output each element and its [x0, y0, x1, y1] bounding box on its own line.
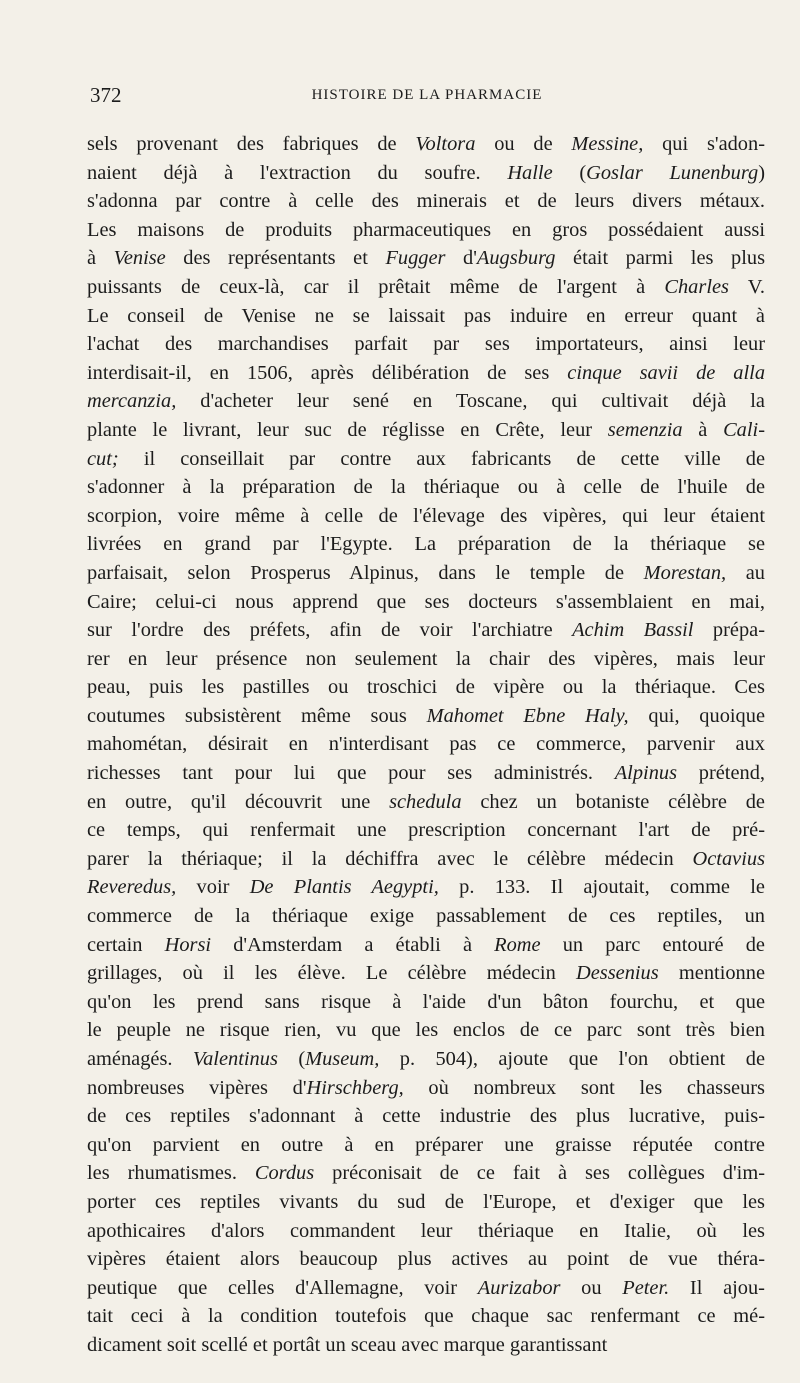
text-line [87, 1245, 765, 1274]
page-header [90, 83, 764, 111]
text-line [87, 1302, 765, 1331]
text-line [87, 216, 765, 245]
italic-text: Venise [113, 247, 166, 270]
text-line [87, 902, 765, 931]
italic-text: Charles [664, 275, 729, 298]
page-number: 372 [90, 83, 122, 107]
text-line [87, 931, 765, 960]
text-segment: à [87, 247, 114, 270]
text-line [87, 1217, 765, 1246]
text-segment: voir [176, 876, 250, 899]
text-segment: plante le livrant, leur suc de réglisse en Crête, leur [87, 418, 608, 441]
text-segment: était parmi les plus [555, 247, 765, 270]
text-segment: ( [277, 1048, 306, 1070]
text-line [87, 645, 765, 674]
italic-text: Rome [494, 933, 541, 956]
italic-text: Goslar Lunenburg [586, 161, 759, 184]
text-line [87, 244, 765, 273]
text-segment: un parc entouré de [540, 933, 765, 956]
text-segment: préconisait de ce fait à ses collègues d'im- [314, 1162, 765, 1185]
text-line [87, 588, 765, 617]
italic-text: Cordus [254, 1162, 315, 1185]
text-segment: naient déjà à l'extraction du soufre. [87, 161, 508, 184]
text-segment: peutique que celles d'Allemagne, voir [87, 1276, 478, 1299]
text-segment: ou de [475, 133, 572, 155]
text-segment: dicament soit scellé et portât un sceau avec marque garantissant [87, 1333, 608, 1356]
text-segment: commerce de la thériaque exige passablement de ces reptiles, un [87, 905, 765, 928]
text-segment: certain [87, 933, 165, 956]
text-line [87, 273, 765, 302]
text-line [87, 559, 765, 588]
text-line [87, 988, 765, 1017]
text-segment: livrées en grand par l'Egypte. La préparation de la thériaque se [87, 533, 765, 556]
text-segment: parfaisait, selon Prosperus Alpinus, dans le temple de [87, 561, 644, 584]
text-line [87, 788, 765, 817]
text-line [87, 759, 765, 788]
text-line [87, 387, 765, 416]
text-line [87, 816, 765, 845]
text-segment: qui s'adon- [643, 133, 765, 155]
italic-text: Alpinus [614, 762, 678, 785]
text-line [87, 873, 765, 902]
text-segment: puissants de ceux-là, car il prêtait même de l'argent à [87, 275, 665, 298]
italic-text: schedula [389, 790, 462, 813]
text-segment: vipères étaient alors beaucoup plus actives au point de vue théra- [87, 1248, 765, 1271]
italic-text: Hirschberg, [306, 1076, 404, 1099]
text-line [87, 359, 765, 388]
text-segment: où nombreux sont les chasseurs [403, 1076, 765, 1099]
text-segment: ou [560, 1276, 623, 1299]
text-line [87, 130, 765, 159]
text-segment: d'acheter leur sené en Toscane, qui cultivait déjà la [176, 390, 765, 413]
text-segment: grillages, où il les élève. Le célèbre médecin [87, 962, 576, 985]
body-text [87, 130, 765, 1360]
italic-text: Aurizabor [477, 1276, 561, 1299]
text-segment: rer en leur présence non seulement la chair des vipères, mais leur [87, 647, 765, 670]
italic-text: Mahomet Ebne Haly, [426, 704, 629, 727]
text-segment: Il ajou- [669, 1276, 765, 1299]
text-segment: à [682, 418, 724, 441]
italic-text: Octavius [692, 847, 765, 870]
text-line [87, 1045, 765, 1074]
italic-text: Peter. [622, 1276, 670, 1299]
text-segment: prépa- [693, 619, 766, 642]
text-segment: tait ceci à la condition toutefois que chaque sac renfermant ce mé- [87, 1305, 765, 1328]
text-segment: qu'on parvient en outre à en préparer une graisse réputée contre [87, 1133, 765, 1156]
text-segment: il conseillait par contre aux fabricants de cette ville de [118, 447, 765, 470]
text-line [87, 1331, 765, 1360]
text-segment: chez un botaniste célèbre de [461, 790, 765, 813]
text-segment: des représentants et [165, 247, 386, 270]
italic-text: mercanzia, [87, 390, 177, 413]
text-segment: le peuple ne risque rien, vu que les enclos de ce parc sont très bien [87, 1019, 765, 1042]
text-line [87, 530, 765, 559]
text-line [87, 730, 765, 759]
text-segment: sur l'ordre des préfets, afin de voir l'archiatre [87, 619, 573, 642]
text-segment: l'achat des marchandises parfait par ses importateurs, ainsi leur [87, 333, 765, 356]
running-title: HISTOIRE DE LA PHARMACIE [311, 87, 543, 103]
text-segment: scorpion, voire même à celle de l'élevage des vipères, qui leur étaient [87, 504, 765, 527]
italic-text: Dessenius [576, 962, 659, 985]
text-segment: aménagés. [87, 1048, 193, 1070]
text-segment: richesses tant pour lui que pour ses administrés. [87, 762, 615, 785]
text-segment: qui, quoique [628, 704, 765, 727]
italic-text: Voltora [415, 133, 476, 155]
text-segment: mentionne [658, 962, 765, 985]
text-line [87, 702, 765, 731]
text-line [87, 1188, 765, 1217]
text-segment: p. 133. Il ajoutait, comme le [438, 876, 765, 899]
text-segment: interdisait-il, en 1506, après délibération de ses [87, 361, 568, 384]
text-segment: prétend, [677, 762, 765, 785]
text-segment: en outre, qu'il découvrit une [87, 790, 390, 813]
text-line [87, 159, 765, 188]
text-segment: apothicaires d'alors commandent leur thériaque en Italie, où les [87, 1219, 765, 1242]
italic-text: Achim Bassil [572, 619, 694, 642]
text-segment: parer la thériaque; il la déchiffra avec le célèbre médecin [87, 847, 693, 870]
text-segment: les rhumatismes. [87, 1162, 255, 1185]
italic-text: semenzia [607, 418, 683, 441]
text-line [87, 473, 765, 502]
italic-text: Augsburg [476, 247, 556, 270]
italic-text: cut; [87, 447, 119, 470]
text-line [87, 302, 765, 331]
text-segment: ce temps, qui renfermait une prescription concernant l'art de pré- [87, 819, 765, 842]
text-line [87, 673, 765, 702]
text-segment: V. [728, 275, 765, 298]
text-line [87, 1102, 765, 1131]
italic-text: Morestan, [643, 561, 727, 584]
text-segment: mahométan, désirait en n'interdisant pas ce commerce, parvenir aux [87, 733, 765, 756]
text-segment: Caire; celui-ci nous apprend que ses docteurs s'assemblaient en mai, [87, 590, 765, 613]
italic-text: Horsi [164, 933, 212, 956]
text-line [87, 1016, 765, 1045]
text-line [87, 1159, 765, 1188]
text-segment: s'adonna par contre à celle des minerais et de leurs divers métaux. [87, 190, 765, 213]
text-line [87, 416, 765, 445]
text-line [87, 1074, 765, 1103]
italic-text: Fugger [385, 247, 446, 270]
italic-text: Messine, [571, 133, 644, 155]
text-segment: d' [445, 247, 477, 270]
italic-text: Reveredus, [87, 876, 177, 899]
text-segment: p. 504), ajoute que l'on obtient de [379, 1048, 765, 1070]
italic-text: Museum, [305, 1048, 380, 1070]
italic-text: Halle [507, 161, 553, 184]
text-segment: porter ces reptiles vivants du sud de l'Europe, et d'exiger que les [87, 1190, 765, 1213]
text-segment: au [726, 561, 765, 584]
italic-text: Cali- [723, 418, 765, 441]
text-line [87, 616, 765, 645]
text-segment: peau, puis les pastilles ou troschici de vipère ou la thériaque. Ces [87, 676, 765, 699]
text-line [87, 445, 765, 474]
text-segment: de ces reptiles s'adonnant à cette industrie des plus lucrative, puis- [87, 1105, 765, 1128]
text-segment: qu'on les prend sans risque à l'aide d'un bâton fourchu, et que [87, 990, 765, 1013]
text-segment: coutumes subsistèrent même sous [87, 704, 427, 727]
text-segment: ) [758, 161, 765, 184]
text-line [87, 502, 765, 531]
text-line [87, 187, 765, 216]
italic-text: Valentinus [192, 1048, 278, 1070]
text-line [87, 1274, 765, 1303]
text-segment: s'adonner à la préparation de la thériaque ou à celle de l'huile de [87, 476, 765, 499]
text-segment: sels provenant des fabriques de [87, 133, 416, 155]
text-segment: ( [552, 161, 587, 184]
text-segment: d'Amsterdam a établi à [211, 933, 495, 956]
text-segment: Le conseil de Venise ne se laissait pas induire en erreur quant à [87, 304, 765, 327]
text-line [87, 959, 765, 988]
text-line [87, 845, 765, 874]
text-line [87, 330, 765, 359]
italic-text: De Plantis Aegypti, [249, 876, 439, 899]
italic-text: cinque savii de alla [567, 361, 766, 384]
text-segment: nombreuses vipères d' [87, 1076, 307, 1099]
text-line [87, 1131, 765, 1160]
text-segment: Les maisons de produits pharmaceutiques en gros possédaient aussi [87, 218, 765, 241]
